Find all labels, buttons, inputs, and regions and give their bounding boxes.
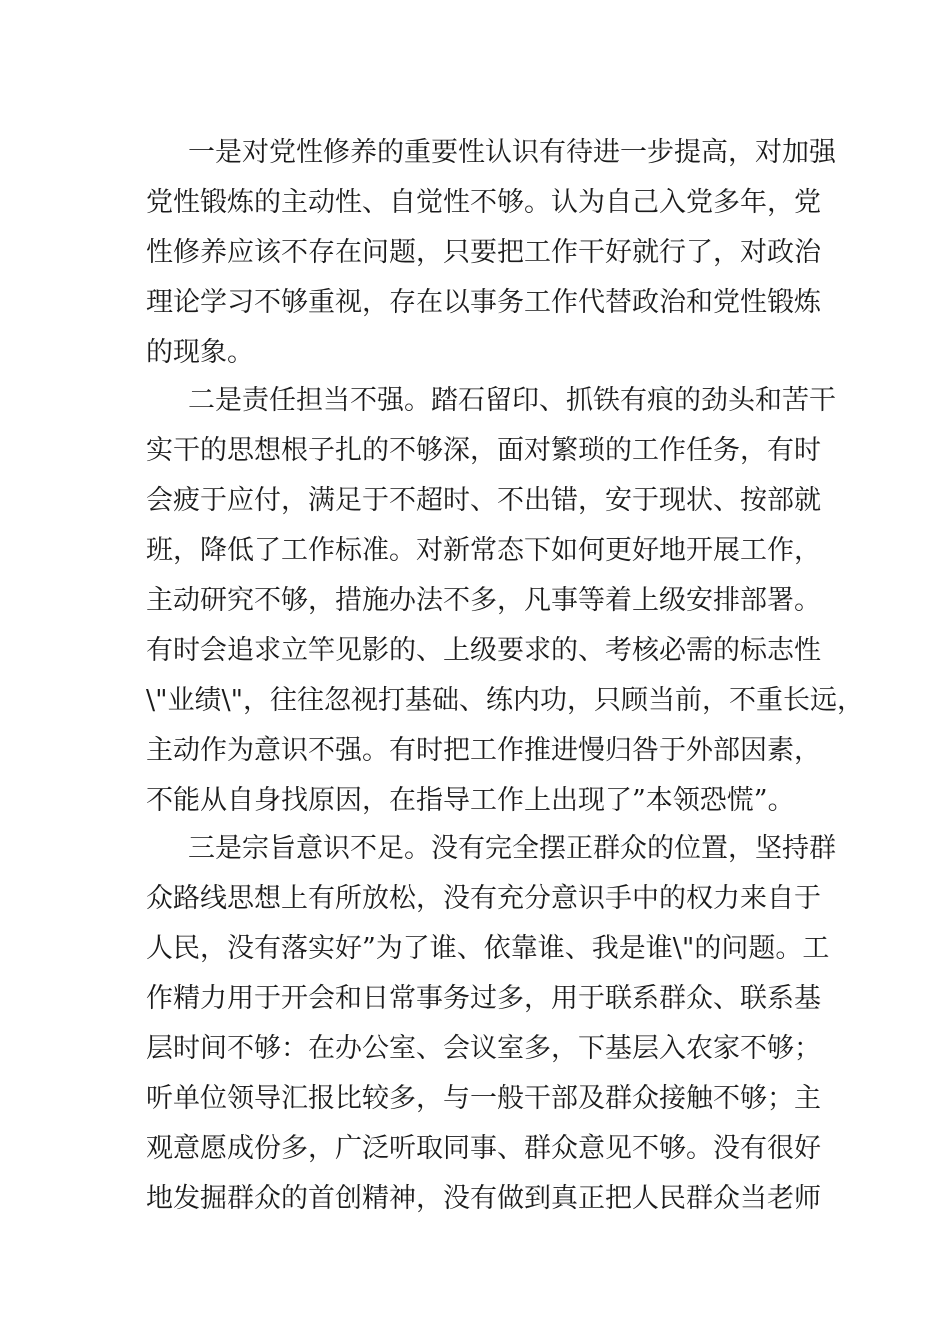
paragraph-2-line-5: 主动研究不够，措施办法不多，凡事等着上级安排部署。 bbox=[146, 585, 821, 616]
paragraph-3-line-4: 作精力用于开会和日常事务过多，用于联系群众、联系基 bbox=[146, 983, 821, 1014]
paragraph-2-line-9: 不能从自身找原因，在指导工作上出现了”本领恐慌”。 bbox=[146, 785, 795, 816]
paragraph-1-line-4: 理论学习不够重视，存在以事务工作代替政治和党性锻炼 bbox=[146, 287, 821, 318]
paragraph-1-line-5: 的现象。 bbox=[146, 337, 254, 368]
paragraph-3-line-5: 层时间不够：在办公室、会议室多，下基层入农家不够； bbox=[146, 1033, 821, 1064]
paragraph-2-line-4: 班，降低了工作标准。对新常态下如何更好地开展工作， bbox=[146, 535, 821, 566]
paragraph-1-line-2: 党性锻炼的主动性、自觉性不够。认为自己入党多年，党 bbox=[146, 187, 821, 218]
paragraph-3-line-7: 观意愿成份多，广泛听取同事、群众意见不够。没有很好 bbox=[146, 1133, 821, 1164]
paragraph-3-line-8: 地发掘群众的首创精神，没有做到真正把人民群众当老师 bbox=[146, 1183, 821, 1214]
paragraph-2-line-2: 实干的思想根子扎的不够深，面对繁琐的工作任务，有时 bbox=[146, 435, 821, 466]
paragraph-3-line-3: 人民，没有落实好”为了谁、依靠谁、我是谁\"的问题。工 bbox=[146, 933, 830, 964]
paragraph-1-line-3: 性修养应该不存在问题，只要把工作干好就行了，对政治 bbox=[146, 237, 821, 268]
paragraph-3-line-2: 众路线思想上有所放松，没有充分意识手中的权力来自于 bbox=[146, 883, 821, 914]
paragraph-3-line-1: 三是宗旨意识不足。没有完全摆正群众的位置，坚持群 bbox=[188, 833, 836, 864]
paragraph-3-line-6: 听单位领导汇报比较多，与一般干部及群众接触不够；主 bbox=[146, 1083, 821, 1114]
paragraph-2-line-7: \"业绩\"，往往忽视打基础、练内功，只顾当前，不重长远， bbox=[146, 685, 865, 716]
paragraph-2-line-8: 主动作为意识不强。有时把工作推进慢归咎于外部因素， bbox=[146, 735, 821, 766]
paragraph-2-line-6: 有时会追求立竿见影的、上级要求的、考核必需的标志性 bbox=[146, 635, 821, 666]
paragraph-2-line-1: 二是责任担当不强。踏石留印、抓铁有痕的劲头和苦干 bbox=[188, 385, 836, 416]
paragraph-2-line-3: 会疲于应付，满足于不超时、不出错，安于现状、按部就 bbox=[146, 485, 821, 516]
paragraph-1-line-1: 一是对党性修养的重要性认识有待进一步提高，对加强 bbox=[188, 137, 836, 168]
